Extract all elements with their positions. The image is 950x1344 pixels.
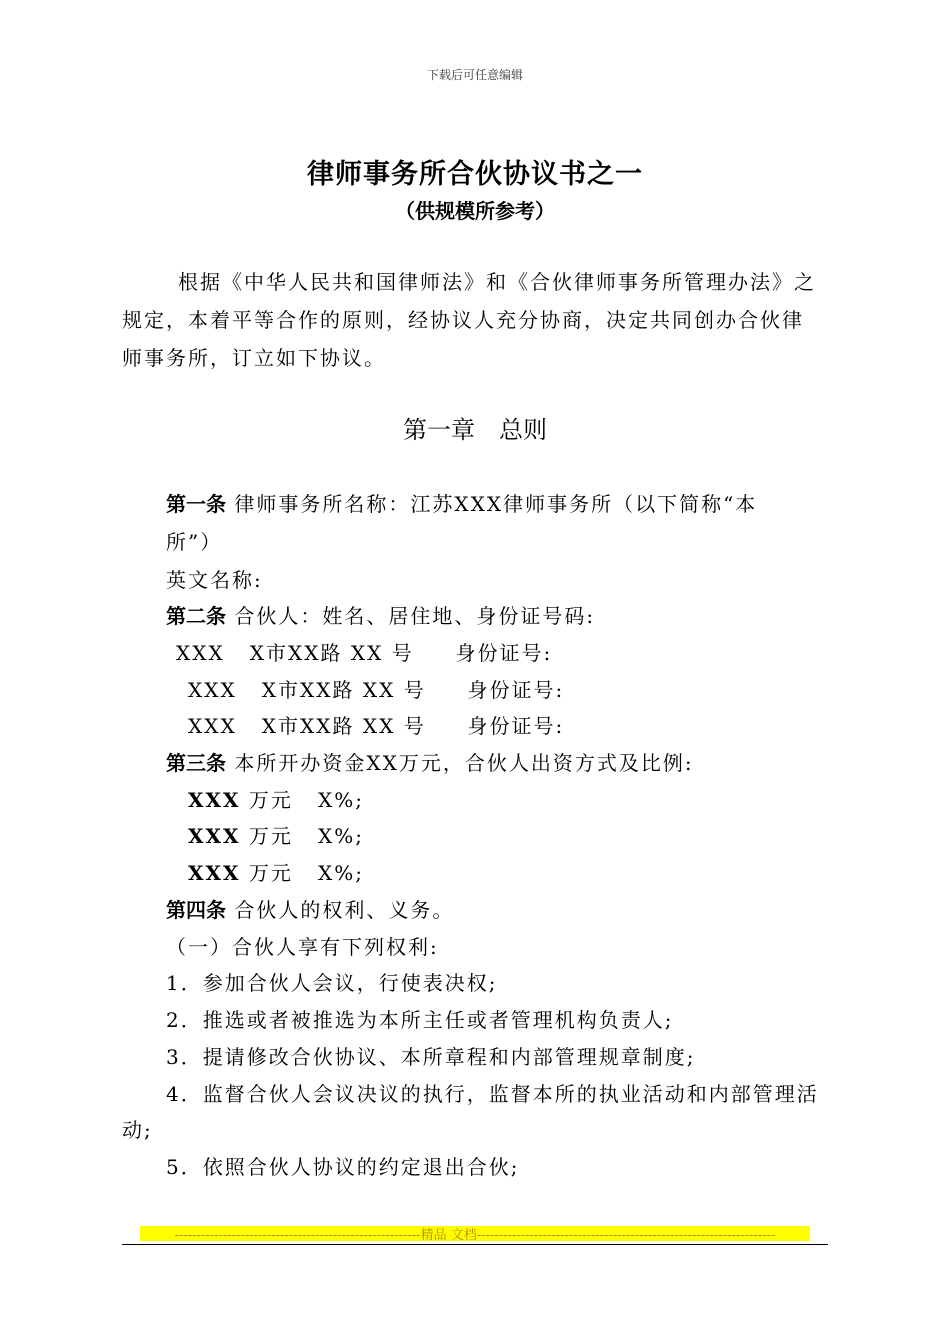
contribution-amount: 万元 bbox=[248, 824, 293, 848]
article-3-label: 第三条 bbox=[166, 751, 226, 775]
partner-name: XXX bbox=[188, 714, 237, 738]
article-3-text: 本所开办资金XX万元，合伙人出资方式及比例: bbox=[234, 751, 694, 775]
contributor-name: XXX bbox=[188, 861, 241, 885]
article-2-label: 第二条 bbox=[166, 604, 226, 628]
capital-row bbox=[188, 857, 364, 886]
intro-line-3: 师事务所，订立如下协议。 bbox=[122, 346, 386, 370]
contribution-amount: 万元 bbox=[248, 861, 293, 885]
footer-caption: 精品 文档 bbox=[420, 1228, 477, 1243]
document-subtitle: （供规模所参考） bbox=[395, 199, 555, 223]
list-item: 3．提请修改合伙协议、本所章程和内部管理规章制度; bbox=[166, 1045, 696, 1069]
intro-line-2: 规定，本着平等合作的原则，经协议人充分协商，决定共同创办合伙律 bbox=[122, 308, 804, 332]
intro-line-1: 根据《中华人民共和国律师法》和《合伙律师事务所管理办法》之 bbox=[178, 270, 816, 294]
footer-divider bbox=[122, 1244, 828, 1245]
article-1-label: 第一条 bbox=[166, 492, 226, 516]
list-item: 4．监督合伙人会议决议的执行，监督本所的执业活动和内部管理活 bbox=[166, 1082, 819, 1106]
article-1-cont: 所”） bbox=[166, 530, 223, 554]
article-1-english: 英文名称: bbox=[166, 568, 263, 592]
contribution-amount: 万元 bbox=[248, 788, 293, 812]
list-item: 1．参加合伙人会议，行使表决权; bbox=[166, 971, 498, 995]
contributor-name: XXX bbox=[188, 824, 241, 848]
partner-row bbox=[188, 710, 564, 739]
partner-name: XXX bbox=[188, 678, 237, 702]
contribution-ratio: X%; bbox=[318, 861, 364, 885]
partner-address: X市XX路 XX 号 bbox=[249, 641, 414, 665]
page-header: 下载后可任意编辑 bbox=[426, 68, 523, 82]
article-4-text: 合伙人的权利、义务。 bbox=[234, 898, 455, 922]
footer-left-dashes: -------------------------------------------------------- bbox=[174, 1228, 421, 1243]
contribution-ratio: X%; bbox=[318, 788, 364, 812]
article-4-label: 第四条 bbox=[166, 898, 226, 922]
contribution-ratio: X%; bbox=[318, 824, 364, 848]
partner-id: 身份证号: bbox=[467, 714, 565, 738]
footer-right-dashes: -------------------------------------------------------------------- bbox=[476, 1228, 776, 1243]
partner-address: X市XX路 XX 号 bbox=[261, 678, 426, 702]
document-title: 律师事务所合伙协议书之一 bbox=[307, 159, 643, 190]
article-1 bbox=[166, 488, 757, 517]
contributor-name: XXX bbox=[188, 788, 241, 812]
list-item: 2．推选或者被推选为本所主任或者管理机构负责人; bbox=[166, 1008, 674, 1032]
article-3 bbox=[166, 747, 694, 776]
article-4-subheading: （一）合伙人享有下列权利: bbox=[166, 935, 439, 959]
footer-label bbox=[140, 1224, 810, 1243]
chapter-heading: 第一章 总则 bbox=[403, 416, 547, 444]
partner-id: 身份证号: bbox=[455, 641, 553, 665]
partner-address: X市XX路 XX 号 bbox=[261, 714, 426, 738]
partner-row bbox=[188, 674, 564, 703]
article-2-text: 合伙人：姓名、居住地、身份证号码: bbox=[234, 604, 596, 628]
article-2 bbox=[166, 600, 595, 629]
partner-id: 身份证号: bbox=[467, 678, 565, 702]
partner-row bbox=[176, 637, 552, 666]
article-1-text: 律师事务所名称：江苏XXX律师事务所（以下简称“本 bbox=[234, 492, 758, 516]
list-item: 5．依照合伙人协议的约定退出合伙; bbox=[166, 1155, 520, 1179]
capital-row bbox=[188, 784, 364, 813]
capital-row bbox=[188, 820, 364, 849]
article-4 bbox=[166, 894, 454, 923]
list-item-cont: 动; bbox=[122, 1118, 153, 1142]
partner-name: XXX bbox=[176, 641, 225, 665]
